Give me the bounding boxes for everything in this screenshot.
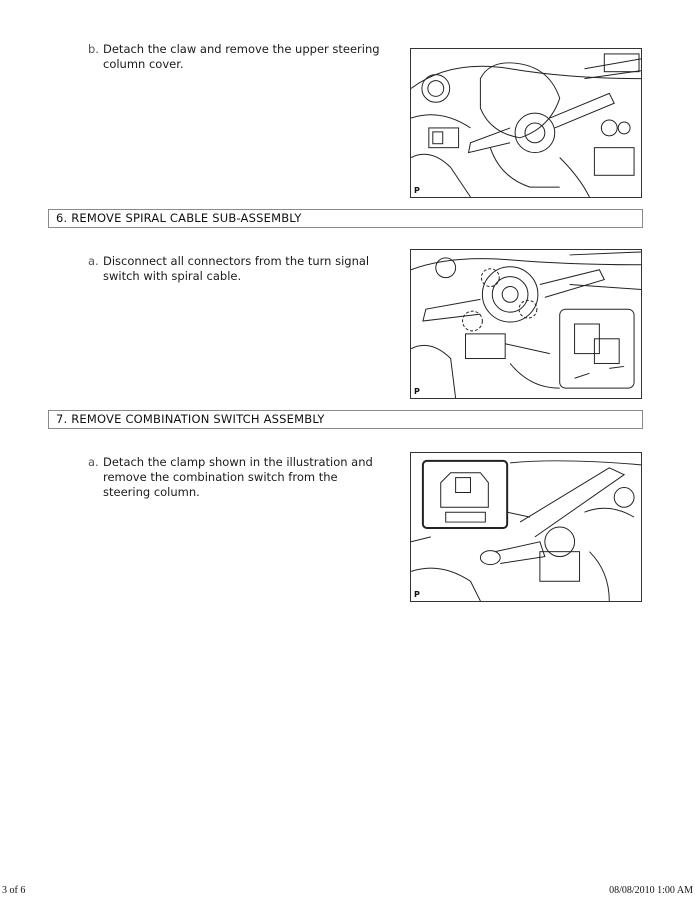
illustration-spiral-cable	[411, 250, 641, 398]
figure-label: P	[414, 590, 420, 599]
step-text: Detach the claw and remove the upper steering column cover.	[103, 42, 380, 71]
figure-upper-column-cover	[410, 48, 642, 198]
figure-spiral-cable-connectors	[410, 249, 642, 399]
step-letter: a.	[88, 254, 99, 268]
section-6-header: 6. REMOVE SPIRAL CABLE SUB-ASSEMBLY	[48, 209, 643, 228]
illustration-upper-cover	[411, 49, 641, 197]
section-7-header: 7. REMOVE COMBINATION SWITCH ASSEMBLY	[48, 410, 643, 429]
step-letter: b.	[88, 42, 99, 56]
step-letter: a.	[88, 455, 99, 469]
step-7a	[88, 455, 388, 500]
step-6a	[88, 254, 388, 284]
figure-combination-switch	[410, 452, 642, 602]
print-timestamp: 08/08/2010 1:00 AM	[609, 885, 693, 896]
step-text: Disconnect all connectors from the turn signal switch with spiral cable.	[103, 254, 370, 283]
step-b	[88, 42, 388, 72]
step-text: Detach the clamp shown in the illustration and remove the combination switch from the steering column.	[103, 455, 373, 499]
figure-label: P	[414, 387, 420, 396]
figure-label: P	[414, 186, 420, 195]
page-number: 3 of 6	[2, 885, 26, 896]
illustration-combination-switch	[411, 453, 641, 601]
